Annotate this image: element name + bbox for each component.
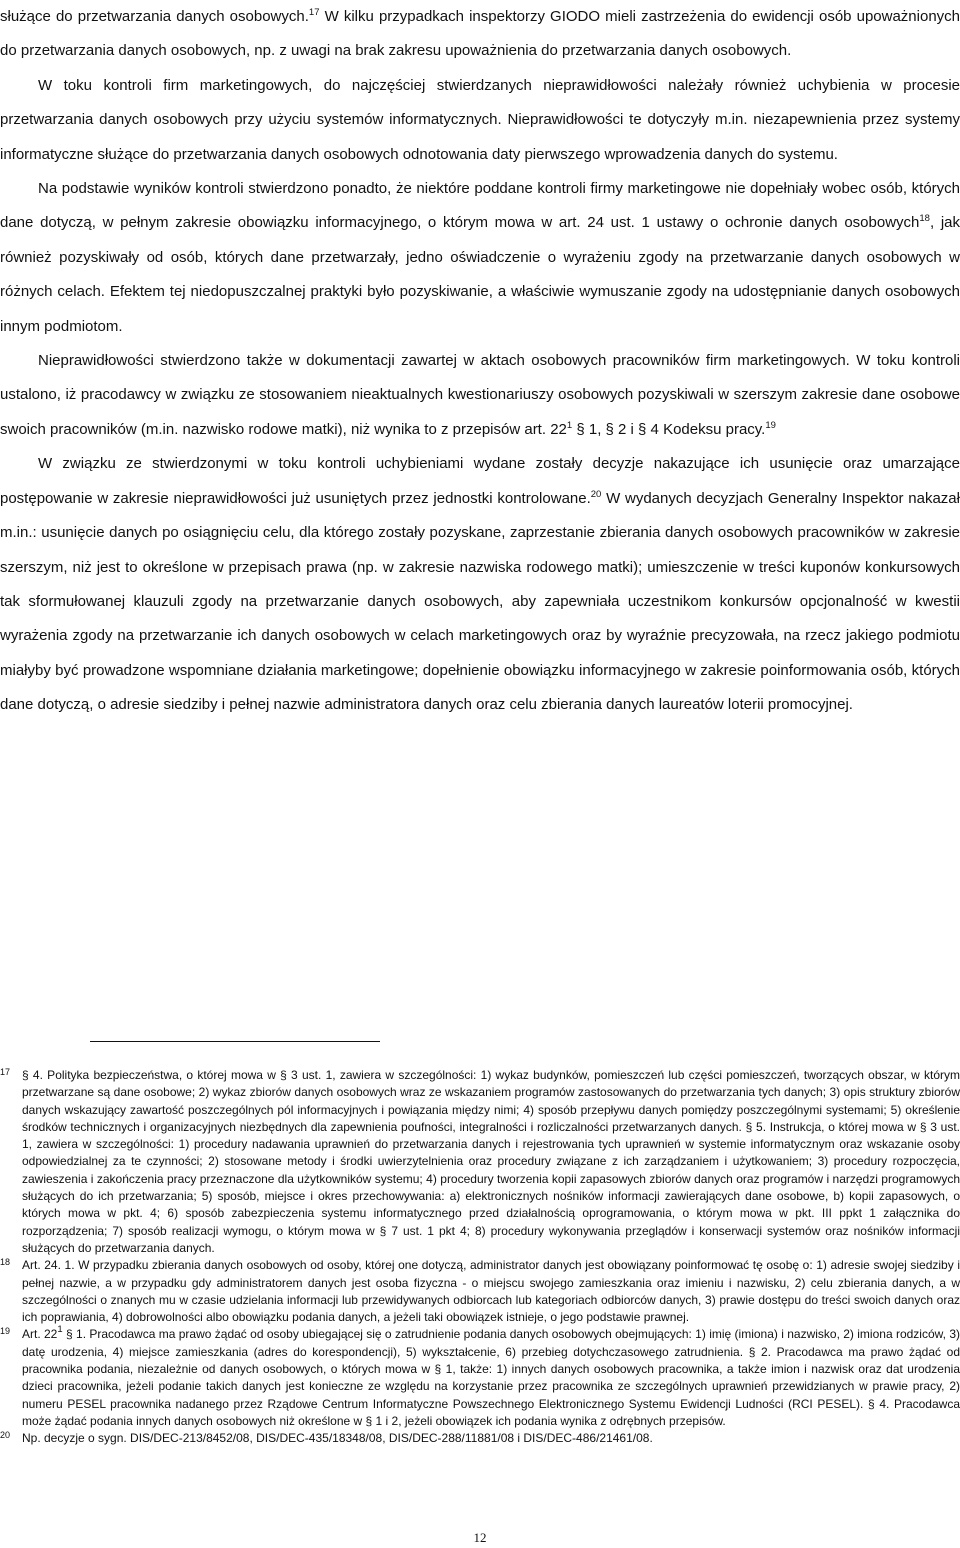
text-run: § 1. Pracodawca ma prawo żądać od osoby ubiegającej się o zatrudnienie podania danych osobowych obejmujących: 1) imię (imiona) i nazwisko, 2) imiona rodziców, 3) datę urodzenia, 4) miejsce zamieszkania (adres do korespondencji), 5) wykształcenie, 6) przebieg dotychczasowego zatrudnienia. § 2. Pracodawca ma prawo żądać od pracownika podania, niezależnie od danych osobowych, o których mowa w § 1, także: 1) innych danych osobowych pracownika, a także imion i nazwisk oraz dat urodzenia dzieci pracownika, jeżeli podanie takich danych jest konieczne ze względu na korzystanie przez pracownika ze szczególnych uprawnień przewidzianych w prawie pracy, 2) numeru PESEL pracownika nadanego przez Rządowe Centrum Informatyczne Powszechnego Elektronicznego Systemu Ewidencji Ludności (RCI PESEL). § 4. Pracodawca może żądać podania innych danych osobowych niż określone w § 1 i 2, jeżeli obowiązek ich podania wynika z odrębnych przepisów. <box>22 1327 960 1428</box>
footnote-reference: 17 <box>308 7 320 18</box>
text-run: W kilku przypadkach inspektorzy GIODO mieli zastrzeżenia do ewidencji osób upoważnionych do przetwarzania danych osobowych, np. z uwagi na brak zakresu upoważnienia do przetwarzania danych osobowych. <box>0 8 960 60</box>
footnote-reference: 18 <box>919 213 930 225</box>
footnote <box>0 1430 960 1447</box>
footnote <box>0 1067 960 1257</box>
paragraph <box>0 344 960 447</box>
text-run: W związku ze stwierdzonymi w toku kontroli uchybieniami wydane zostały decyzje nakazujące ich usunięcie oraz umarzające postępowanie w zakresie nieprawidłowości już usuniętych przez jednostki kontrolowane. <box>0 455 960 507</box>
page-number: 12 <box>473 1530 487 1545</box>
footnote-number: 20 <box>0 1430 11 1441</box>
footnote <box>0 1326 960 1430</box>
footnote-reference: 19 <box>765 419 776 431</box>
footnote-number: 18 <box>0 1257 11 1268</box>
paragraph <box>0 172 960 344</box>
footnote-reference: 20 <box>590 488 602 500</box>
paragraph <box>0 447 960 722</box>
footnote-reference: 1 <box>57 1324 63 1336</box>
footnote-number: 17 <box>0 1067 11 1077</box>
text-run: § 4. Polityka bezpieczeństwa, o której mowa w § 3 ust. 1, zawiera w szczególności: 1) wykaz budynków, pomieszczeń lub części pomieszczeń, tworzących obszar, w którym przetwarzane są dane osobowe; 2) wykaz zbiorów danych osobowych wraz ze wskazaniem programów zastosowanych do przetwarzania tych danych; 3) opis struktury zbiorów danych wskazujący zawartość poszczególnych pól informacyjnych i powiązania między nimi; 4) sposób przepływu danych pomiędzy poszczególnymi systemami; 5) określenie środków technicznych i organizacyjnych niezbędnych dla zapewnienia poufności, integralności i rozliczalności przetwarzanych danych. § 5. Instrukcja, o której mowa w § 3 ust. 1, zawiera w szczególności: 1) procedury nadawania uprawnień do przetwarzania danych i rejestrowania tych uprawnień w systemie informatycznym oraz wskazanie osoby odpowiedzialnej za te czynności; 2) stosowane metody i środki uwierzytelnienia oraz procedury związane z ich zarządzaniem i użytkowaniem; 3) procedury rozpoczęcia, zawieszenia i zakończenia pracy przeznaczone dla użytkowników systemu; 4) procedury tworzenia kopii zapasowych zbiorów danych oraz programów i narzędzi programowych służących do ich przetwarzania; 5) sposób, miejsce i okres przechowywania: a) elektronicznych nośników informacji zawierających dane osobowe, b) kopii zapasowych, o których mowa w pkt. 4; 6) sposób zabezpieczenia systemu informatycznego przed działalnością oprogramowania, o którym mowa w pkt. III ppkt 1 załącznika do rozporządzenia; 7) sposób realizacji wymogu, o którym mowa w § 7 ust. 1 pkt 4; 8) procedury wykonywania przeglądów i konserwacji systemów oraz nośników informacji służących do przetwarzania danych. <box>22 1068 960 1255</box>
paragraph <box>0 69 960 172</box>
text-run: Np. decyzje o sygn. DIS/DEC-213/8452/08, DIS/DEC-435/18348/08, DIS/DEC-288/11881/08 i DIS/DEC-486/21461/08. <box>22 1431 653 1446</box>
text-run: § 1, § 2 i § 4 Kodeksu pracy. <box>572 420 766 438</box>
footnote-number: 19 <box>0 1326 11 1337</box>
paragraph <box>0 0 960 69</box>
text-run: W wydanych decyzjach Generalny Inspektor nakazał m.in.: usunięcie danych po osiągnięciu celu, dla którego zostały pozyskane, zaprzestanie zbierania danych osobowych pracowników w zakresie szerszym, niż jest to określone w przepisach prawa (np. w zakresie nazwiska rodowego matki); umieszczenie w treści kuponów konkursowych tak sformułowanej klauzuli zgody na przetwarzanie danych osobowych, aby zapewniała uczestnikom konkursów opcjonalność w kwestii wyrażenia zgody na przetwarzanie ich danych osobowych w celach marketingowych oraz by wyraźnie precyzowała, na rzecz jakiego podmiotu miałyby być prowadzone wspomniane działania marketingowe; dopełnienie obowiązku informacyjnego w zakresie poinformowania osób, których dane dotyczą, o adresie siedziby i pełnej nazwie administratora danych oraz celu zbierania danych laureatów loterii promocyjnej. <box>0 489 960 714</box>
text-run: Art. 22 <box>22 1327 58 1342</box>
footnote <box>0 1257 960 1326</box>
text-run: , jak również pozyskiwały od osób, których dane przetwarzały, jedno oświadczenie o wyrażeniu zgody na przetwarzanie danych osobowych w różnych celach. Efektem tej niedopuszczalnej praktyki było pozyskiwanie, a właściwie wymuszanie zgody na udostępnianie danych osobowych innym podmiotom. <box>0 214 960 335</box>
footnotes-section <box>0 1067 960 1448</box>
text-run: W toku kontroli firm marketingowych, do najczęściej stwierdzanych nieprawidłowości należały również uchybienia w procesie przetwarzania danych osobowych przy użyciu systemów informatycznych. Nieprawidłowości te dotyczyły m.in. niezapewnienia przez systemy informatyczne służące do przetwarzania danych osobowych odnotowania daty pierwszego wprowadzenia danych do systemu. <box>0 76 960 163</box>
footnote-separator <box>90 1041 380 1042</box>
text-run: Art. 24. 1. W przypadku zbierania danych osobowych od osoby, której one dotyczą, administrator danych jest obowiązany poinformować tę osobę o: 1) adresie swojej siedziby i pełnej nazwie, a w przypadku gdy administratorem danych jest osoba fizyczna - o miejscu swojego zamieszkania oraz imieniu i nazwisku, 2) celu zbierania danych, a w szczególności o znanych mu w czasie udzielania informacji lub przewidywanych odbiorcach lub kategoriach odbiorców danych, 3) prawie dostępu do treści swoich danych oraz ich poprawiania, 4) dobrowolności albo obowiązku podania danych, a jeżeli taki obowiązek istnieje, o jego podstawie prawnej. <box>22 1258 960 1325</box>
text-run: Nieprawidłowości stwierdzono także w dokumentacji zawartej w aktach osobowych pracowników firm marketingowych. W toku kontroli ustalono, iż pracodawcy w związku ze stosowaniem nieaktualnych kwestionariuszy osobowych pozyskiwali w szerszym zakresie dane osobowe swoich pracowników (m.in. nazwisko rodowe matki), niż wynika to z przepisów art. 22 <box>0 352 960 438</box>
main-text <box>0 0 960 723</box>
text-run: służące do przetwarzania danych osobowych. <box>0 8 309 25</box>
footnote-reference: 1 <box>566 419 573 431</box>
text-run: Na podstawie wyników kontroli stwierdzono ponadto, że niektóre poddane kontroli firmy marketingowe nie dopełniały wobec osób, których dane dotyczą, w pełnym zakresie obowiązku informacyjnego, o którym mowa w art. 24 ust. 1 ustawy o ochronie danych osobowych <box>0 180 960 232</box>
